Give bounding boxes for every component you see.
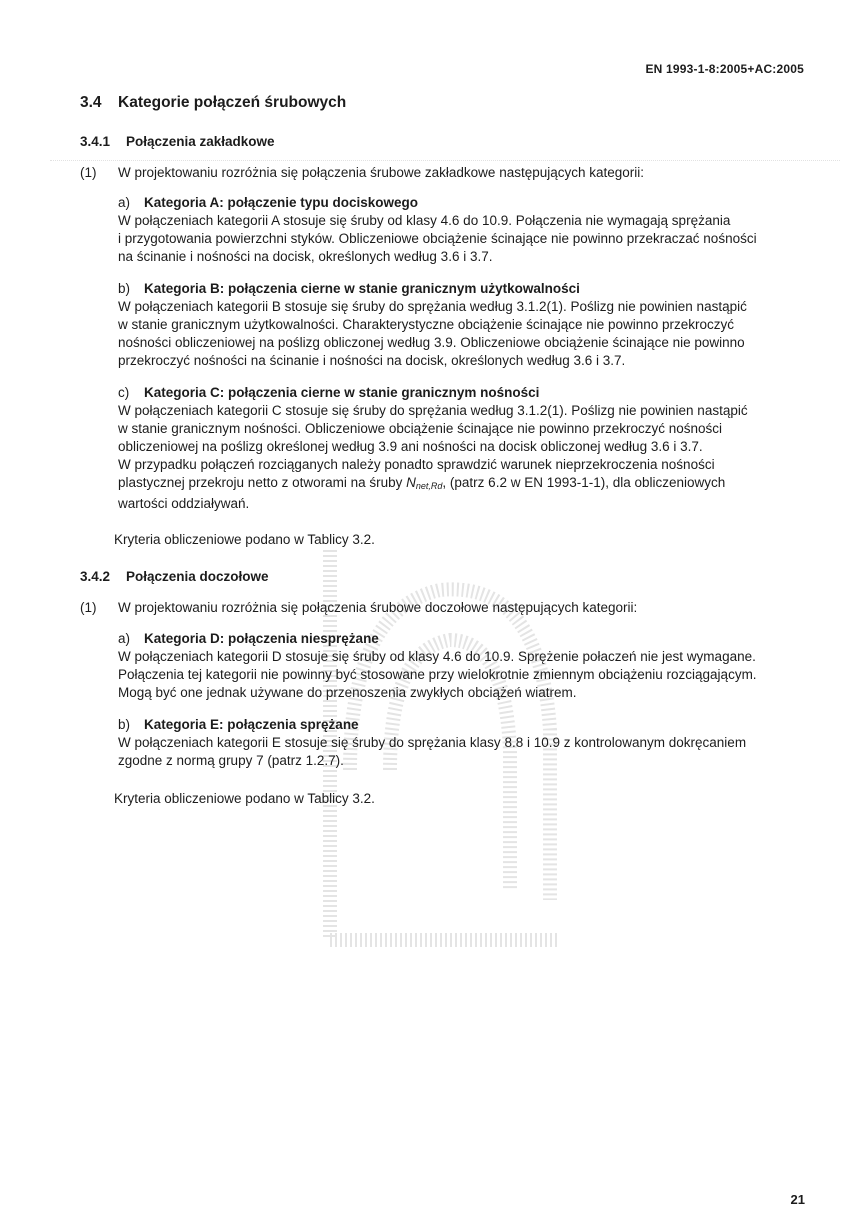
- subsection-number: 3.4.2: [80, 569, 111, 584]
- category-c-title: c) Kategoria C: połączenia cierne w stanie granicznym nośności: [118, 385, 540, 400]
- category-b-title: b) Kategoria B: połączenia cierne w stanie granicznym użytkowalności: [118, 281, 580, 296]
- category-e: [118, 716, 808, 770]
- category-b-body: W połączeniach kategorii B stosuje się śruby do sprężania według 3.1.2(1). Poślizg nie powinien nastąpić w stanie granicznym użytkowalności. Charakterystyczne obciążenie ścinające nie powinno przekroczyć nośności obliczeniowej na poślizg obliczonej według 3.9. Obliczeniowe obciążenie ścinające nie powinno przekroczyć nośności na ścinanie i nośności na docisk, określonych według 3.6 i 3.7.: [118, 299, 747, 368]
- subsection-title: Połączenia zakładkowe: [126, 134, 275, 149]
- section-heading: [80, 94, 346, 112]
- symbol-n-net-rd: $N_{net,Rd}$: [406, 475, 443, 491]
- clause-text: W projektowaniu rozróżnia się połączenia śrubowe doczołowe następujących kategorii:: [118, 600, 638, 615]
- category-e-title: b) Kategoria E: połączenia sprężane: [118, 717, 359, 732]
- category-d-title: a) Kategoria D: połączenia niesprężane: [118, 631, 379, 646]
- section-title: Kategorie połączeń śrubowych: [118, 94, 347, 111]
- subsection-heading-3-4-1: [80, 134, 275, 149]
- divider: [50, 160, 840, 161]
- section-number: 3.4: [80, 94, 102, 111]
- criteria-note-1: Kryteria obliczeniowe podano w Tablicy 3.2.: [114, 532, 375, 547]
- clause-number: (1): [80, 165, 97, 180]
- category-b: [118, 280, 808, 370]
- category-a-body: W połączeniach kategorii A stosuje się śruby od klasy 4.6 do 10.9. Połączenia nie wymagają sprężania i przygotowania powierzchni styków. Obliczeniowe obciążenie ścinające nie powinno przekraczać nośności na ścinanie i nośności na docisk, określonych według 3.6 i 3.7.: [118, 213, 757, 264]
- subsection-heading-3-4-2: [80, 569, 269, 584]
- page-number: 21: [790, 1192, 805, 1207]
- category-a-title: a) Kategoria A: połączenie typu dociskowego: [118, 195, 419, 210]
- category-d-body: W połączeniach kategorii D stosuje się śruby od klasy 4.6 do 10.9. Sprężenie połaczeń nie jest wymagane. Połączenia tej kategorii nie powinny być stosowane przy wielokrotnie zmiennym obciążeniu rozciągającym. Mogą być one jednak używane do przenoszenia zwykłych obciążeń wiatrem.: [118, 649, 757, 700]
- clause-number: (1): [80, 600, 97, 615]
- category-d: [118, 630, 808, 702]
- category-c: [118, 384, 808, 513]
- criteria-note-2: Kryteria obliczeniowe podano w Tablicy 3.2.: [114, 791, 375, 806]
- category-e-body: W połączeniach kategorii E stosuje się śruby do sprężania klasy 8.8 i 10.9 z kontrolowanym dokręcaniem zgodne z normą grupy 7 (patrz 1.2.7).: [118, 735, 747, 768]
- category-c-body: W połączeniach kategorii C stosuje się śruby do sprężania według 3.1.2(1). Poślizg nie powinien nastąpić w stanie granicznym nośności. Obliczeniowe obciążenie ścinające nie powinno przekroczyć nośności obliczeniowej na poślizg określonej według 3.9 ani nośności na docisk obliczonej według 3.6 i 3.7. W przypadku połączeń rozciąganych należy ponadto sprawdzić warunek nieprzekroczenia nośności plastycznej przekroju netto z otworami na śruby $N_{net,Rd}$, (patrz 6.2 w EN 1993-1-1), dla obliczeniowych wartości oddziaływań.: [118, 403, 748, 511]
- category-a: [118, 194, 808, 266]
- subsection-number: 3.4.1: [80, 134, 111, 149]
- document-code: EN 1993-1-8:2005+AC:2005: [645, 62, 804, 76]
- subsection-title: Połączenia doczołowe: [126, 569, 269, 584]
- clause-text: W projektowaniu rozróżnia się połączenia śrubowe zakładkowe następujących kategorii:: [118, 165, 645, 180]
